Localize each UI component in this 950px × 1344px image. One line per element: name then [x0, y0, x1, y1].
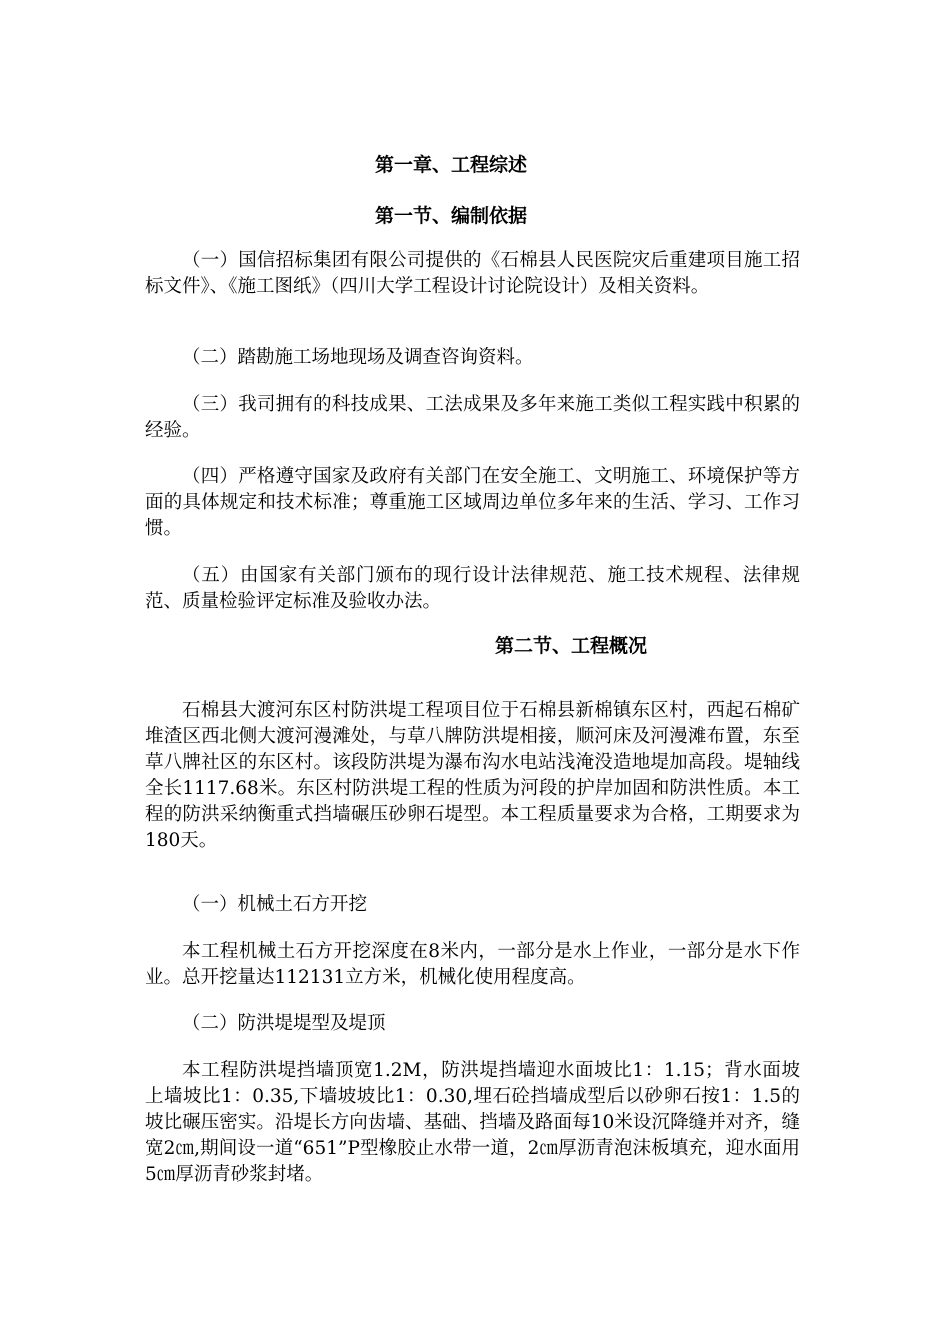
section2-title: 第二节、工程概况	[495, 635, 648, 657]
chapter-title: 第一章、工程综述	[375, 154, 528, 176]
paragraph-basis-1: （一）国信招标集团有限公司提供的《石棉县人民医院灾后重建项目施工招标文件》、《施工图纸》（四川大学工程设计讨论院设计）及相关资料。	[145, 250, 800, 297]
subheading-levee-type: （二）防洪堤堤型及堤顶	[182, 1013, 386, 1034]
paragraph-basis-3: （三）我司拥有的科技成果、工法成果及多年来施工类似工程实践中积累的经验。	[145, 394, 800, 441]
paragraph-levee-type: 本工程防洪堤挡墙顶宽1.2M，防洪堤挡墙迎水面坡比1：1.15；背水面坡上墙坡比1：0.35,下墙坡坡比1：0.30,埋石砼挡墙成型后以砂卵石按1：1.5的坡比碾压密实。沿堤长方向齿墙、基础、挡墙及路面每10米设沉降缝并对齐，缝宽2㎝,期间设一道“651”P型橡胶止水带一道，2㎝厚沥青泡沫板填充，迎水面用5㎝厚沥青砂浆封堵。	[145, 1060, 800, 1185]
subheading-excavation: （一）机械土石方开挖	[182, 894, 368, 915]
paragraph-basis-5: （五）由国家有关部门颁布的现行设计法律规范、施工技术规程、法律规范、质量检验评定标准及验收办法。	[145, 565, 800, 612]
paragraph-basis-4: （四）严格遵守国家及政府有关部门在安全施工、文明施工、环境保护等方面的具体规定和技术标准；尊重施工区域周边单位多年来的生活、学习、工作习惯。	[145, 466, 800, 539]
section1-title: 第一节、编制依据	[375, 205, 528, 227]
paragraph-basis-2: （二）踏勘施工场地现场及调查咨询资料。	[182, 347, 534, 368]
paragraph-overview: 石棉县大渡河东区村防洪堤工程项目位于石棉县新棉镇东区村，西起石棉矿堆渣区西北侧大渡河漫滩处，与草八牌防洪堤相接，顺河床及河漫滩布置，东至草八牌社区的东区村。该段防洪堤为瀑布沟水电站浅淹没造地堤加高段。堤轴线全长1117.68米。东区村防洪堤工程的性质为河段的护岸加固和防洪性质。本工程的防洪采纳衡重式挡墙碾压砂卵石堤型。本工程质量要求为合格，工期要求为180天。	[145, 700, 800, 851]
paragraph-excavation: 本工程机械土石方开挖深度在8米内，一部分是水上作业，一部分是水下作业。总开挖量达112131立方米，机械化使用程度高。	[145, 941, 800, 988]
